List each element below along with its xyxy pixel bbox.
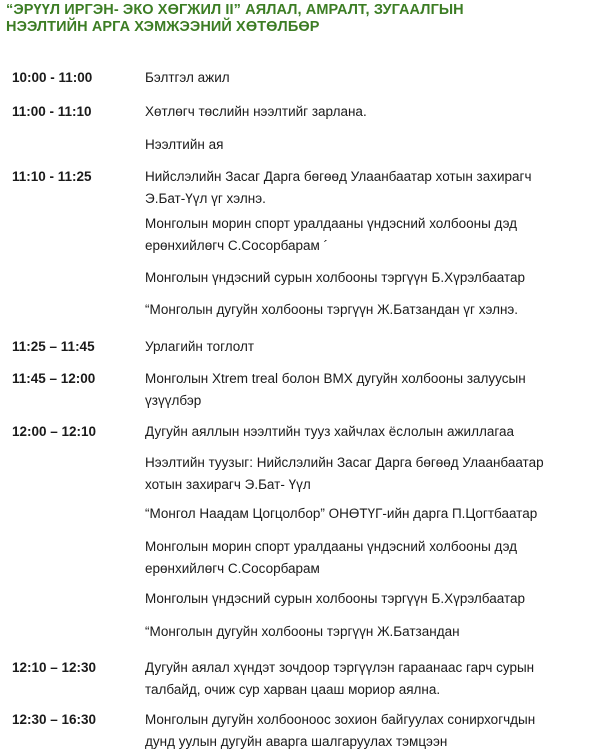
schedule-item [145, 166, 595, 210]
schedule-item [145, 368, 595, 412]
schedule-item [145, 657, 595, 701]
item-text-line: Хөтлөгч төслийн нээлтийг зарлана. [145, 104, 367, 119]
time-range: 10:00 - 11:00 [12, 70, 93, 85]
item-text-line: Дугуйн аялал хүндэт зочдоор тэргүүлэн гараанаас гарч сурын [145, 660, 535, 675]
item-text-line: Монголын дугуйн холбооноос зохион байгуулах сонирхогчдын [145, 712, 536, 727]
schedule-item [145, 503, 595, 525]
schedule-item [145, 67, 595, 89]
schedule-item [145, 709, 595, 753]
title-line-2: НЭЭЛТИЙН АРГА ХЭМЖЭЭНИЙ ХӨТӨЛБӨР [6, 19, 320, 35]
item-text-line: Урлагийн тоглолт [145, 339, 255, 354]
item-text-line: Монголын морин спорт уралдааны үндэсний холбооны дэд [145, 216, 518, 231]
schedule-item [145, 421, 595, 443]
item-text-line: Нээлтийн ая [145, 137, 224, 152]
schedule-item [145, 213, 595, 257]
time-range: 12:30 – 16:30 [12, 712, 97, 727]
time-range: 11:10 - 11:25 [12, 169, 92, 184]
schedule-item [145, 101, 595, 123]
item-text-line: Бэлтгэл ажил [145, 70, 230, 85]
item-text-line: Монголын үндэсний сурын холбооны тэргүүн Б.Хүрэлбаатар [145, 591, 525, 606]
schedule-item [145, 452, 595, 496]
schedule-item [145, 588, 595, 610]
item-text-line: “Монгол Наадам Цогцолбор” ОНӨТҮГ-ийн дарга П.Цогтбаатар [145, 506, 538, 521]
item-text-line: Монголын Xtrem treal болон BMX дугуйн холбооны залуусын [145, 371, 526, 386]
item-text-line: Э.Бат-Үүл үг хэлнэ. [145, 191, 266, 206]
item-text-line: үзүүлбэр [145, 393, 202, 408]
item-text-line: Дугуйн аяллын нээлтийн тууз хайчлах ёслолын ажиллагаа [145, 424, 514, 439]
item-text-line: ерөнхийлөгч С.Сосорбарам [145, 561, 320, 576]
item-text-line: Нээлтийн туузыг: Нийслэлийн Засаг Дарга бөгөөд Улаанбаатар [145, 455, 544, 470]
item-text-line: “Монголын дугуйн холбооны тэргүүн Ж.Батзандан үг хэлнэ. [145, 302, 519, 317]
item-text-line: Монголын үндэсний сурын холбооны тэргүүн Б.Хүрэлбаатар [145, 270, 525, 285]
item-text-line: “Монголын дугуйн холбооны тэргүүн Ж.Батзандан [145, 624, 460, 639]
document-title [6, 2, 596, 36]
title-line-1: “ЭРҮҮЛ ИРГЭН- ЭКО ХӨГЖИЛ II” АЯЛАЛ, АМРАЛТ, ЗУГААЛГЫН [6, 2, 464, 18]
schedule-item [145, 299, 595, 321]
schedule-item [145, 134, 595, 156]
item-text-line: Монголын морин спорт уралдааны үндэсний холбооны дэд [145, 539, 518, 554]
time-range: 11:45 – 12:00 [12, 371, 96, 386]
schedule-item [145, 336, 595, 358]
time-range: 12:10 – 12:30 [12, 660, 97, 675]
schedule-item [145, 267, 595, 289]
item-text-line: Нийслэлийн Засаг Дарга бөгөөд Улаанбаатар хотын захирагч [145, 169, 532, 184]
time-range: 11:25 – 11:45 [12, 339, 95, 354]
item-text-line: дунд уулын дугуйн аварга шалгаруулах тэмцээн [145, 734, 448, 749]
time-range: 11:00 - 11:10 [12, 104, 92, 119]
schedule-item [145, 536, 595, 580]
item-text-line: хотын захирагч Э.Бат- Үүл [145, 477, 311, 492]
item-text-line: ерөнхийлөгч С.Сосорбарам ´ [145, 238, 329, 253]
schedule-item [145, 621, 595, 643]
time-range: 12:00 – 12:10 [12, 424, 97, 439]
item-text-line: талбайд, очиж сур харван цааш мориор аялна. [145, 682, 441, 697]
